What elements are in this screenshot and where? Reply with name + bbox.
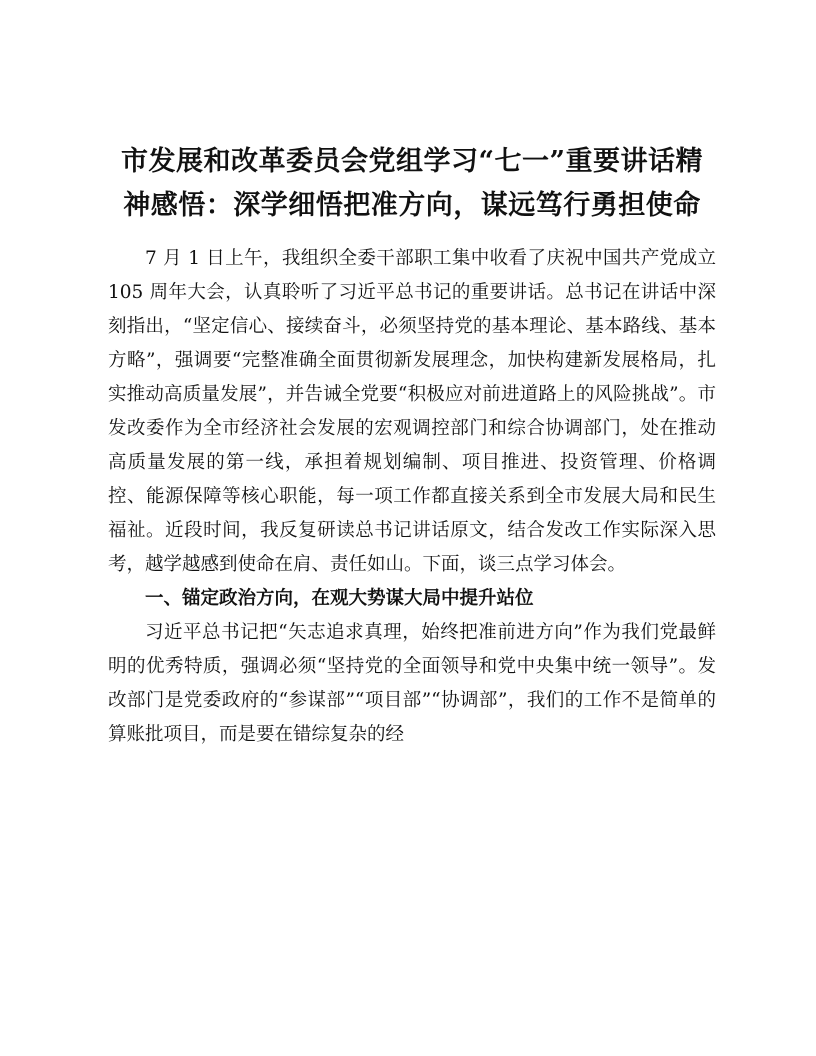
intro-paragraph: 7 月 1 日上午，我组织全委干部职工集中收看了庆祝中国共产党成立 105 周年大会，认真聆听了习近平总书记的重要讲话。总书记在讲话中深刻指出，“坚定信心、接续奋斗，必须坚持党的基本理论、基本路线、基本方略”，强调要“完整准确全面贯彻新发展理念，加快构建新发展格局，扎实推动高质量发展”，并告诫全党要“积极应对前进道路上的风险挑战”。市发改委作为全市经济社会发展的宏观调控部门和综合协调部门，处在推动高质量发展的第一线，承担着规划编制、项目推进、投资管理、价格调控、能源保障等核心职能，每一项工作都直接关系到全市发展大局和民生福祉。近段时间，我反复研读总书记讲话原文，结合发改工作实际深入思考，越学越感到使命在肩、责任如山。下面，谈三点学习体会。 (108, 248, 716, 575)
document-title: 市发展和改革委员会党组学习“七一”重要讲话精神感悟：深学细悟把准方向，谋远笃行勇担使命 (120, 146, 704, 221)
section-paragraph: 习近平总书记把“矢志追求真理，始终把准前进方向”作为我们党最鲜明的优秀特质，强调必须“坚持党的全面领导和党中央集中统一领导”。发改部门是党委政府的“参谋部”“项目部”“协调部”，我们的工作不是简单的算账批项目，而是要在错综复杂的经 (108, 622, 716, 745)
section-heading: 一、锚定政治方向，在观大势谋大局中提升站位 (145, 588, 534, 609)
document-page (108, 140, 716, 752)
